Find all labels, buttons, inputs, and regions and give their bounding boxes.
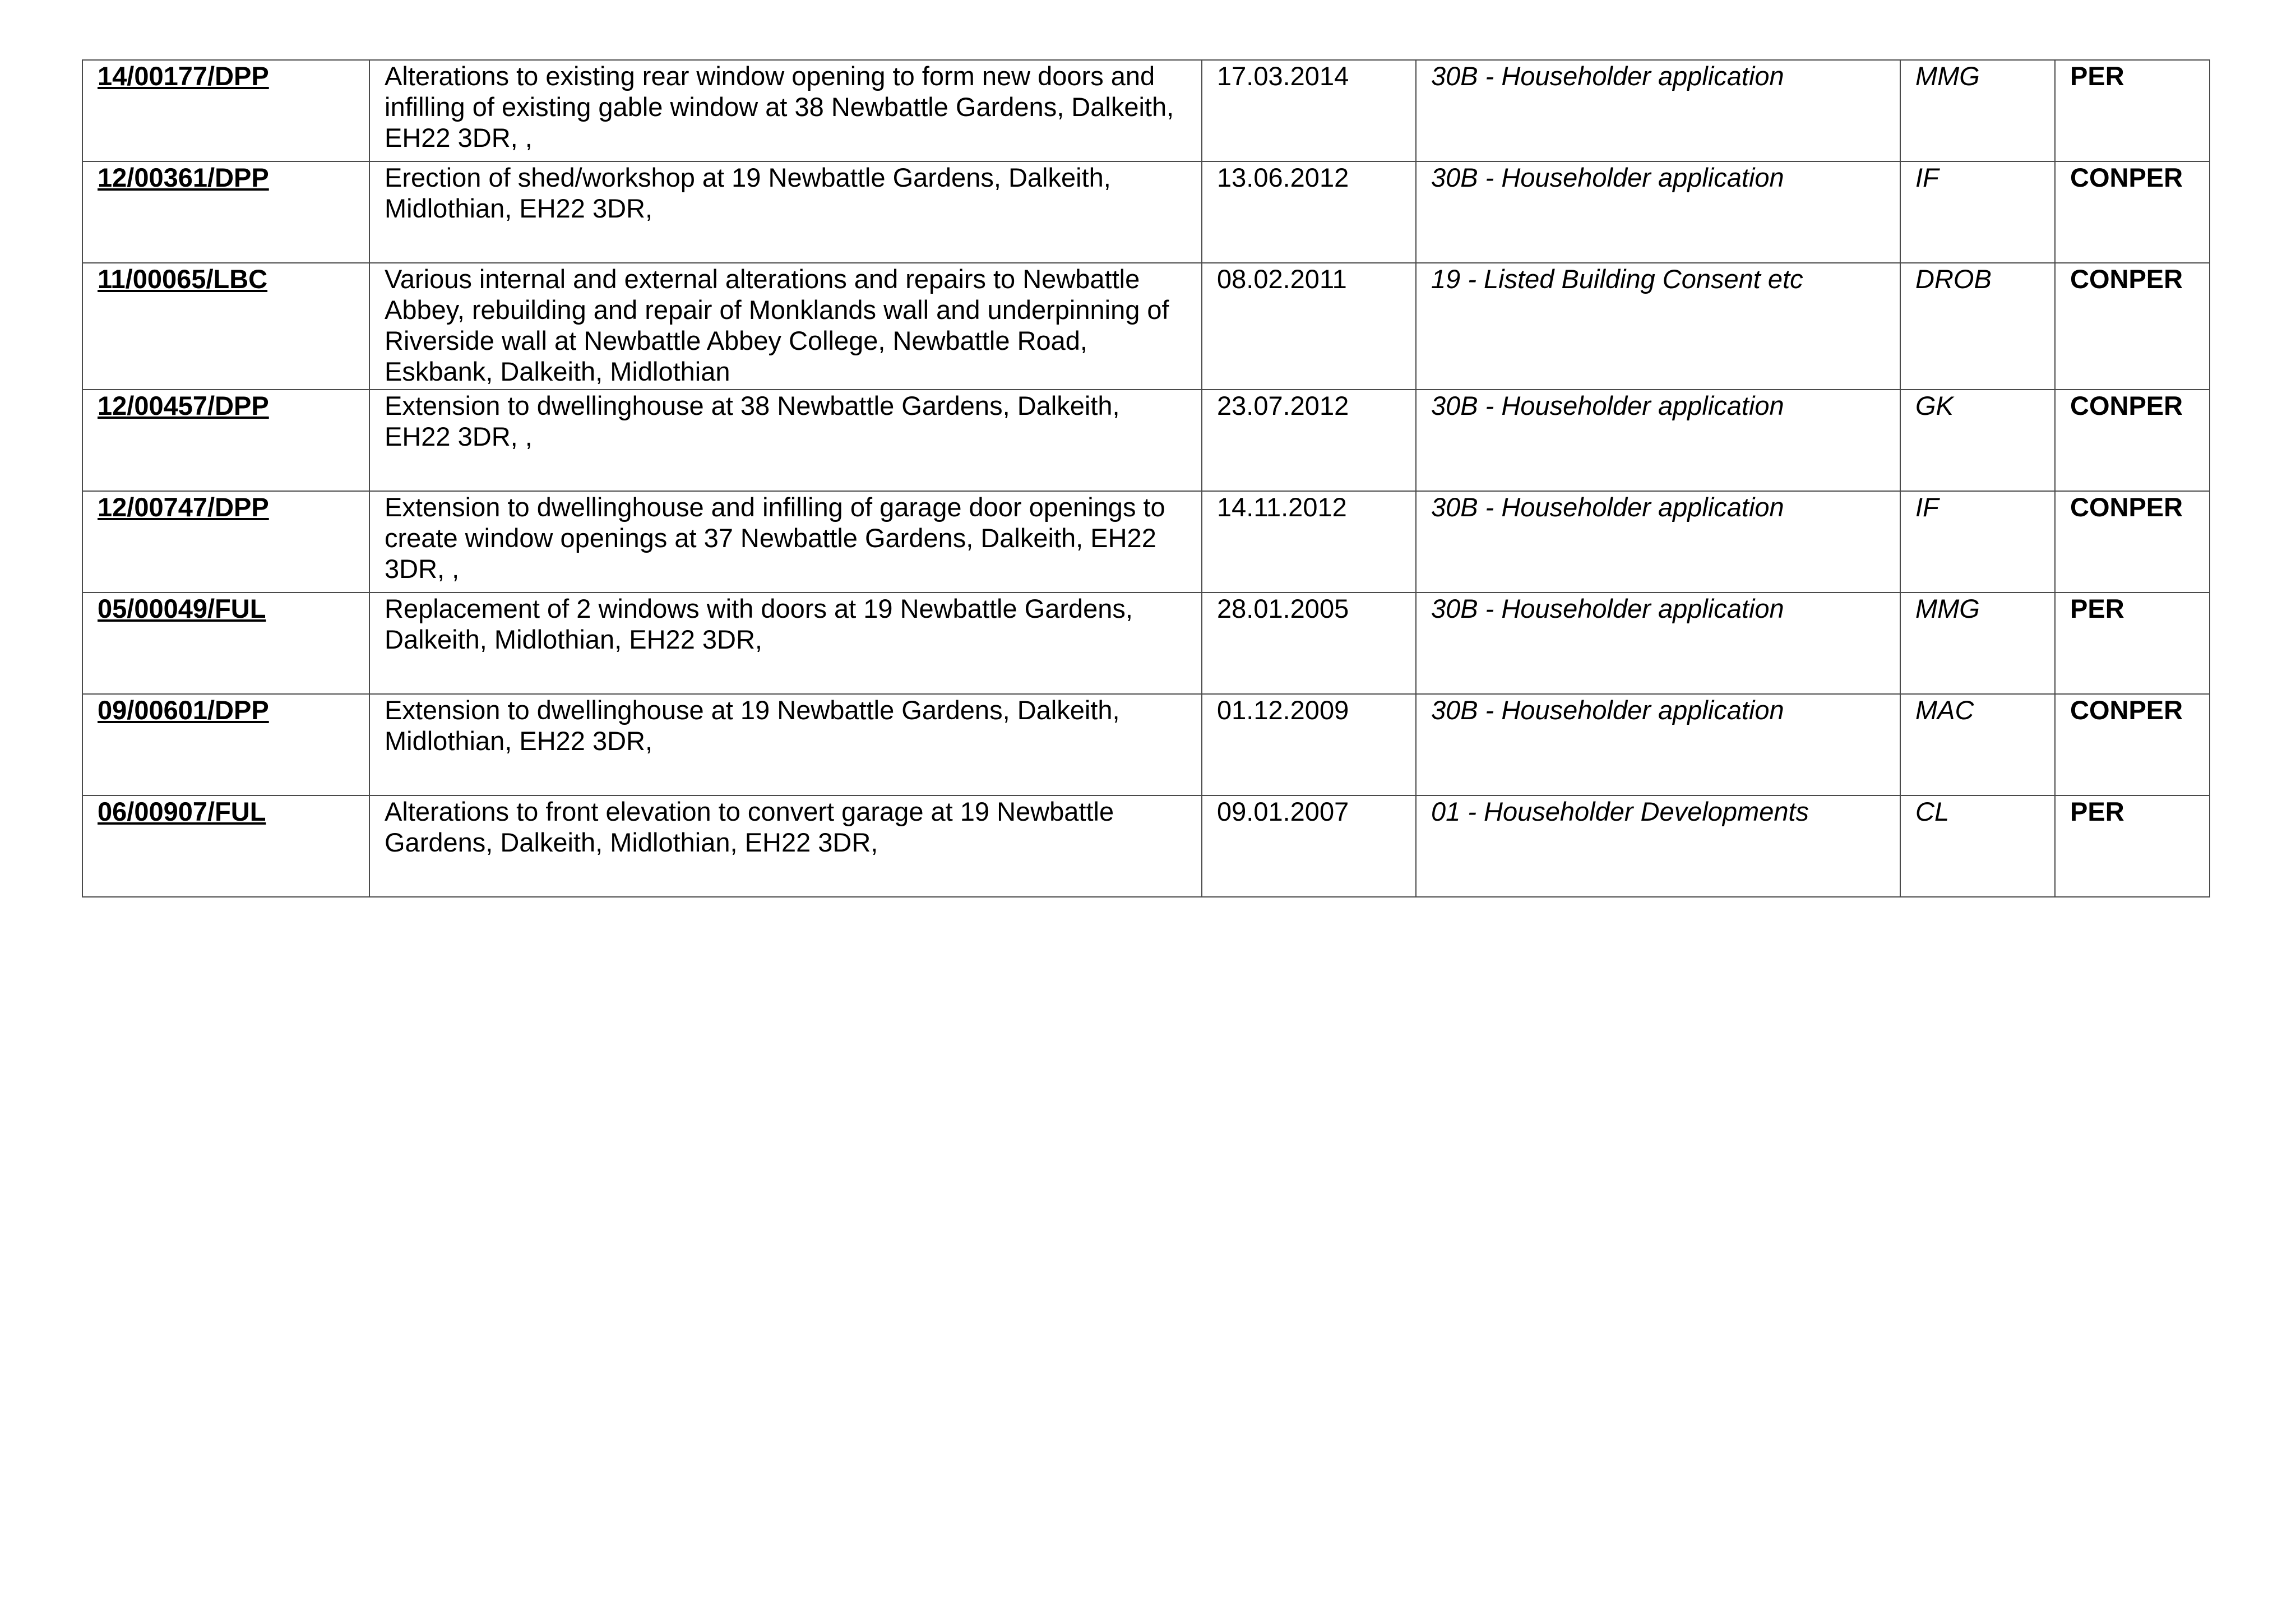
reference-cell (82, 390, 369, 491)
table-row (82, 60, 2210, 161)
decision-cell: CONPER (2055, 390, 2210, 491)
table-row (82, 593, 2210, 694)
application-type-cell: 19 - Listed Building Consent etc (1416, 263, 1900, 390)
date-cell: 09.01.2007 (1202, 795, 1416, 897)
proposal-cell: Alterations to front elevation to convert garage at 19 Newbattle Gardens, Dalkeith, Midlothian, EH22 3DR, (369, 795, 1202, 897)
application-reference-link[interactable]: 14/00177/DPP (98, 61, 269, 91)
proposal-cell: Alterations to existing rear window opening to form new doors and infilling of existing gable window at 38 Newbattle Gardens, Dalkeith, EH22 3DR, , (369, 60, 1202, 161)
date-cell: 28.01.2005 (1202, 593, 1416, 694)
proposal-cell: Extension to dwellinghouse and infilling of garage door openings to create window openings at 37 Newbattle Gardens, Dalkeith, EH22 3DR, , (369, 491, 1202, 593)
officer-cell: MMG (1900, 593, 2055, 694)
date-cell: 01.12.2009 (1202, 694, 1416, 795)
reference-cell (82, 593, 369, 694)
table-row (82, 263, 2210, 390)
reference-cell (82, 491, 369, 593)
application-reference-link[interactable]: 09/00601/DPP (98, 695, 269, 725)
application-reference-link[interactable]: 06/00907/FUL (98, 797, 266, 826)
officer-cell: GK (1900, 390, 2055, 491)
reference-cell (82, 60, 369, 161)
decision-cell: CONPER (2055, 263, 2210, 390)
proposal-cell: Various internal and external alterations and repairs to Newbattle Abbey, rebuilding and repair of Monklands wall and underpinning of Riverside wall at Newbattle Abbey College, Newbattle Road, Eskbank, Dalkeith, Midlothian (369, 263, 1202, 390)
reference-cell (82, 263, 369, 390)
application-reference-link[interactable]: 12/00747/DPP (98, 492, 269, 522)
decision-cell: PER (2055, 593, 2210, 694)
decision-cell: CONPER (2055, 694, 2210, 795)
decision-cell: CONPER (2055, 491, 2210, 593)
officer-cell: IF (1900, 491, 2055, 593)
application-reference-link[interactable]: 05/00049/FUL (98, 594, 266, 623)
date-cell: 08.02.2011 (1202, 263, 1416, 390)
application-type-cell: 01 - Householder Developments (1416, 795, 1900, 897)
table-row (82, 161, 2210, 263)
officer-cell: MAC (1900, 694, 2055, 795)
application-type-cell: 30B - Householder application (1416, 390, 1900, 491)
decision-cell: CONPER (2055, 161, 2210, 263)
date-cell: 13.06.2012 (1202, 161, 1416, 263)
table-row (82, 390, 2210, 491)
proposal-cell: Erection of shed/workshop at 19 Newbattle Gardens, Dalkeith, Midlothian, EH22 3DR, (369, 161, 1202, 263)
officer-cell: CL (1900, 795, 2055, 897)
officer-cell: MMG (1900, 60, 2055, 161)
application-type-cell: 30B - Householder application (1416, 60, 1900, 161)
planning-applications-table (82, 59, 2210, 897)
proposal-cell: Replacement of 2 windows with doors at 19 Newbattle Gardens, Dalkeith, Midlothian, EH22 3DR, (369, 593, 1202, 694)
officer-cell: IF (1900, 161, 2055, 263)
proposal-cell: Extension to dwellinghouse at 19 Newbattle Gardens, Dalkeith, Midlothian, EH22 3DR, (369, 694, 1202, 795)
table-row (82, 694, 2210, 795)
application-reference-link[interactable]: 12/00361/DPP (98, 163, 269, 192)
date-cell: 14.11.2012 (1202, 491, 1416, 593)
proposal-cell: Extension to dwellinghouse at 38 Newbattle Gardens, Dalkeith, EH22 3DR, , (369, 390, 1202, 491)
date-cell: 23.07.2012 (1202, 390, 1416, 491)
application-type-cell: 30B - Householder application (1416, 161, 1900, 263)
decision-cell: PER (2055, 795, 2210, 897)
date-cell: 17.03.2014 (1202, 60, 1416, 161)
reference-cell (82, 161, 369, 263)
reference-cell (82, 694, 369, 795)
application-type-cell: 30B - Householder application (1416, 694, 1900, 795)
application-type-cell: 30B - Householder application (1416, 593, 1900, 694)
application-type-cell: 30B - Householder application (1416, 491, 1900, 593)
reference-cell (82, 795, 369, 897)
decision-cell: PER (2055, 60, 2210, 161)
table-row (82, 491, 2210, 593)
officer-cell: DROB (1900, 263, 2055, 390)
application-reference-link[interactable]: 11/00065/LBC (98, 264, 268, 294)
table-row (82, 795, 2210, 897)
application-reference-link[interactable]: 12/00457/DPP (98, 391, 269, 420)
